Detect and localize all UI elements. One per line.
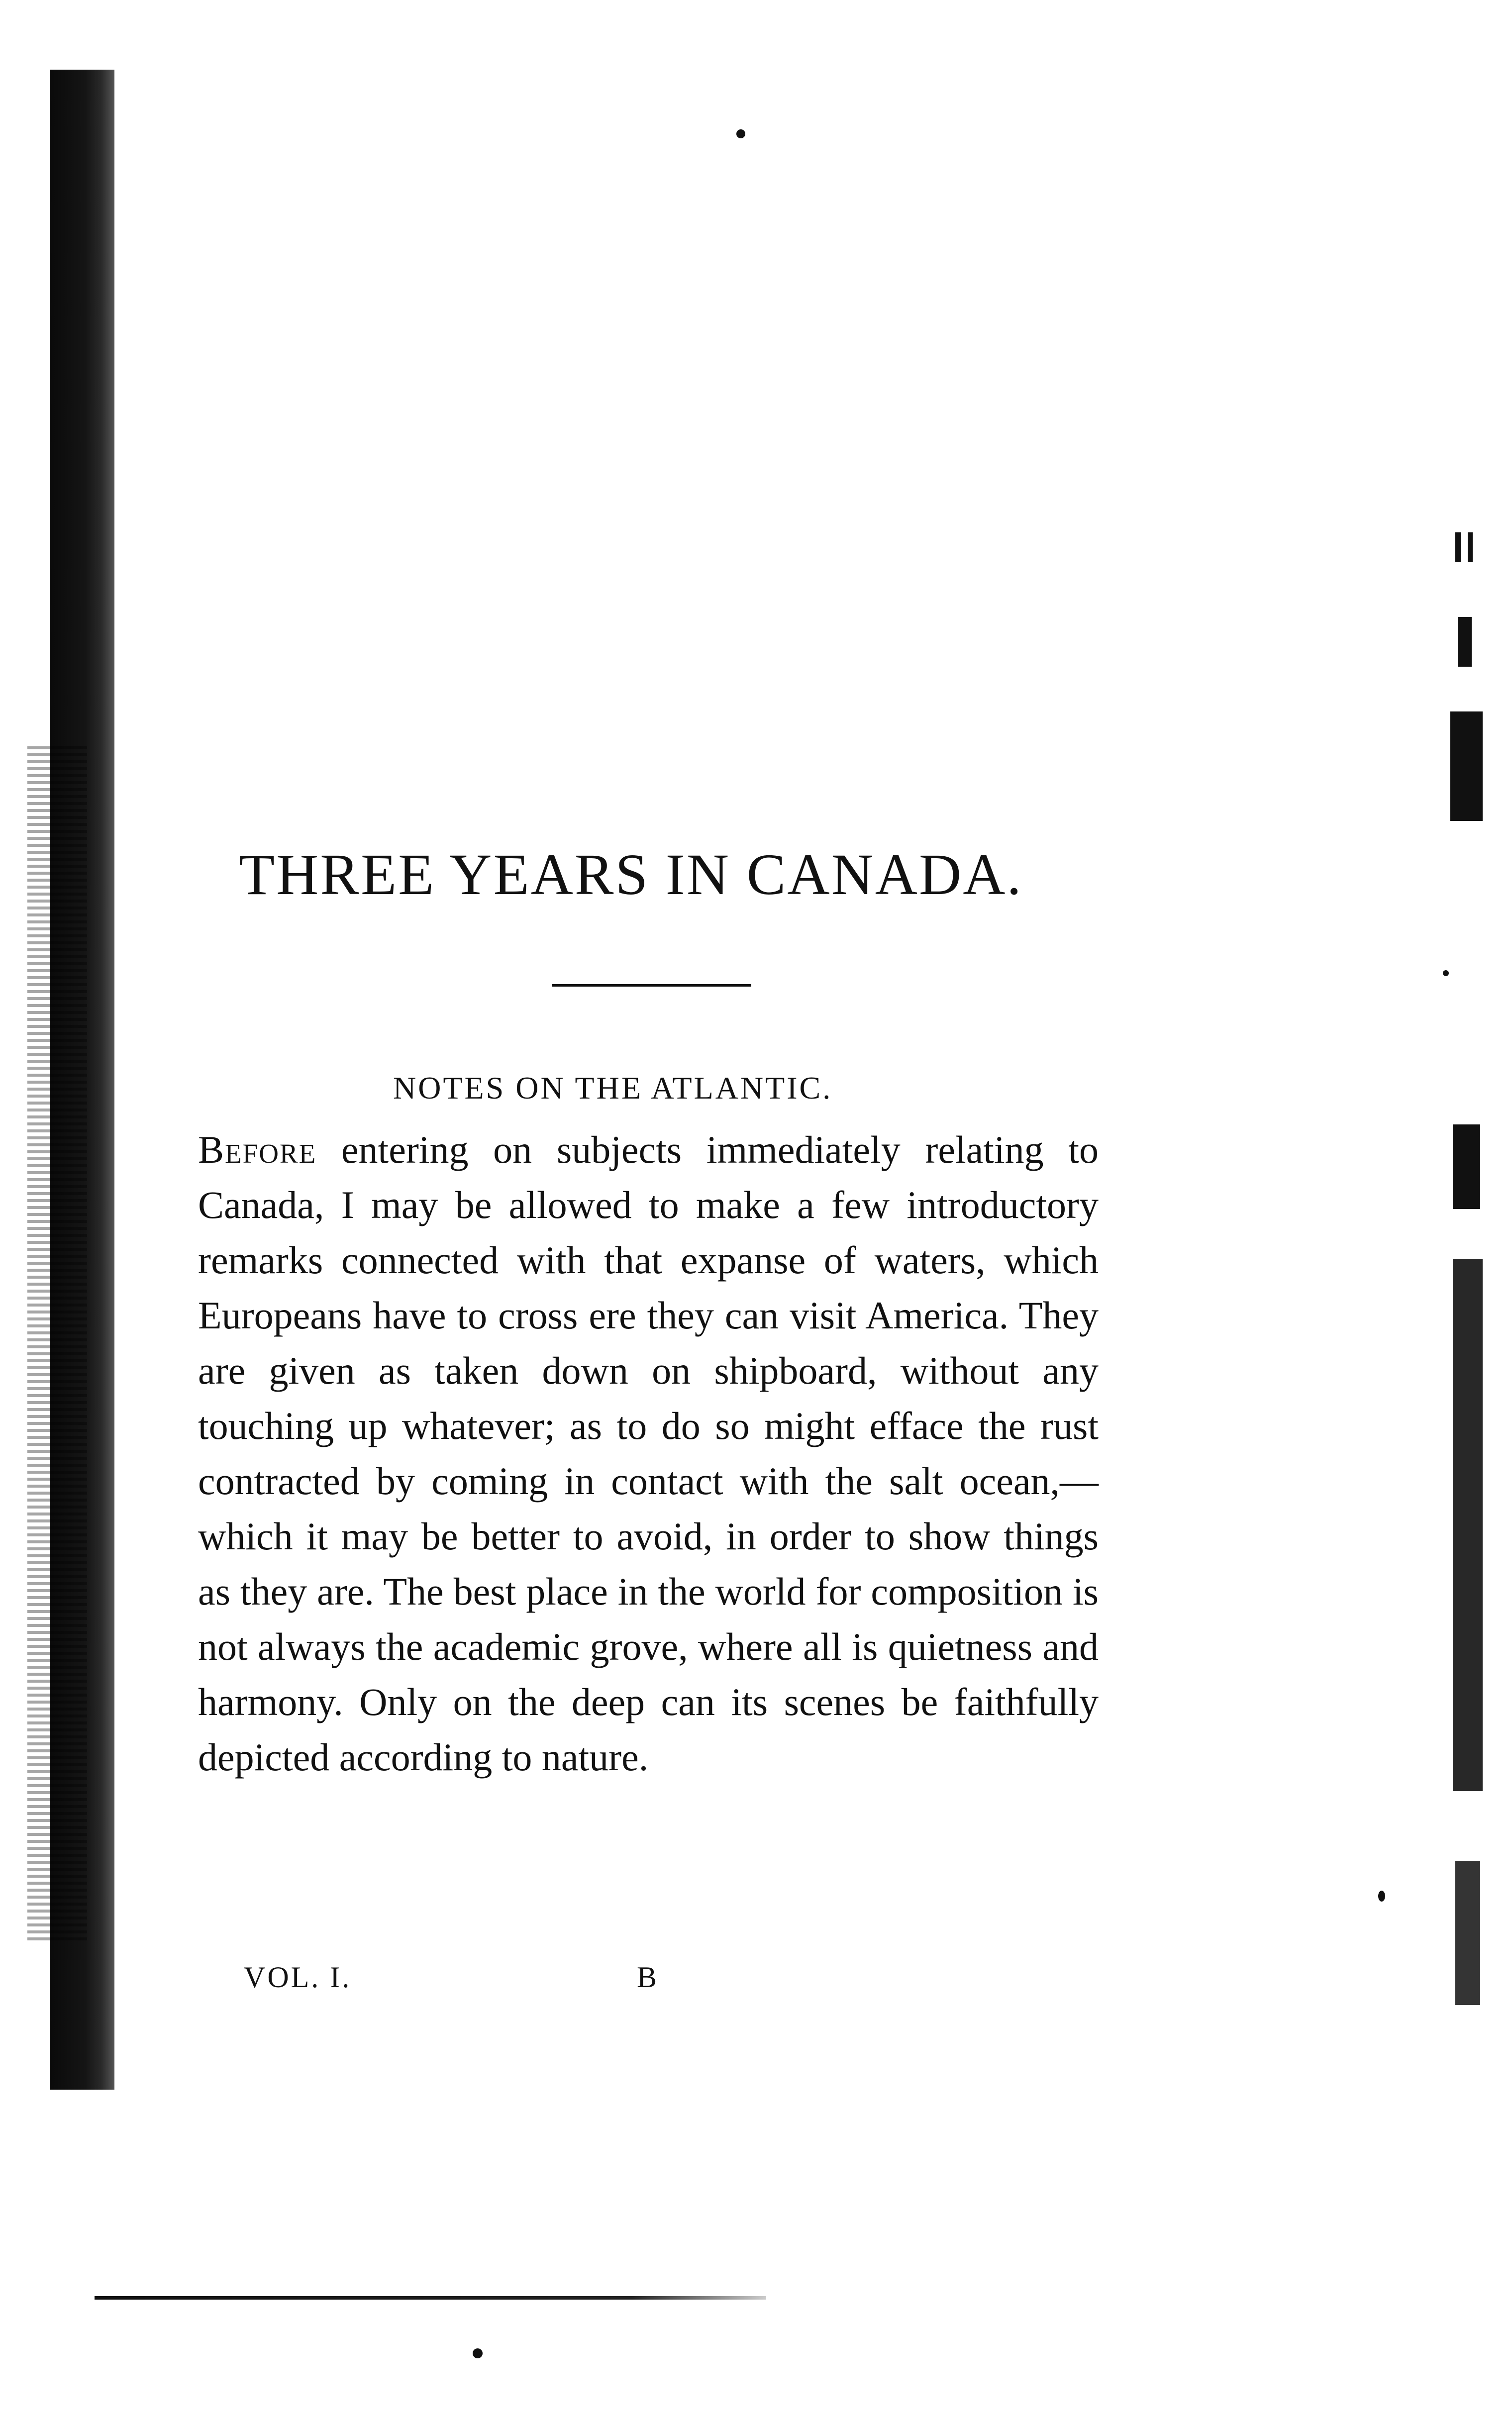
gutter-speckle (27, 746, 87, 1940)
title-divider (552, 984, 751, 987)
right-edge-mark (1453, 1124, 1480, 1209)
ink-speck (736, 129, 745, 138)
body-text: entering on subjects immediately relating to Canada, I may be allowed to make a few introductory remarks connected with that expanse of waters, which Europeans have to cross ere they can visit America. They are given as taken down on shipboard, without any touching up whatever; as to do so might efface the rust contracted by coming in contact with the salt ocean,—which it may be better to avoid, in order to show things as they are. The best place in the world for composition is not always the academic grove, where all is quietness and harmony. Only on the deep can its scenes be faithfully depicted according to nature. (198, 1128, 1099, 1779)
right-edge-mark (1455, 532, 1461, 562)
right-edge-mark (1468, 532, 1473, 562)
signature-mark: B (637, 1961, 659, 1994)
ink-speck (1378, 1891, 1385, 1902)
lead-word: Before (198, 1128, 317, 1171)
right-edge-mark (1458, 617, 1472, 667)
bottom-rule (95, 2296, 766, 2300)
right-edge-mark (1450, 711, 1483, 821)
page-title: THREE YEARS IN CANADA. (239, 842, 1023, 907)
right-edge-mark (1453, 1259, 1483, 1791)
page-footer (244, 1960, 692, 1995)
right-edge-mark (1455, 1861, 1480, 2005)
section-heading: NOTES ON THE ATLANTIC. (393, 1070, 833, 1106)
body-paragraph (198, 1122, 1099, 1785)
volume-label: VOL. I. (244, 1961, 352, 1994)
ink-speck (1443, 970, 1449, 976)
ink-speck (473, 2348, 483, 2358)
